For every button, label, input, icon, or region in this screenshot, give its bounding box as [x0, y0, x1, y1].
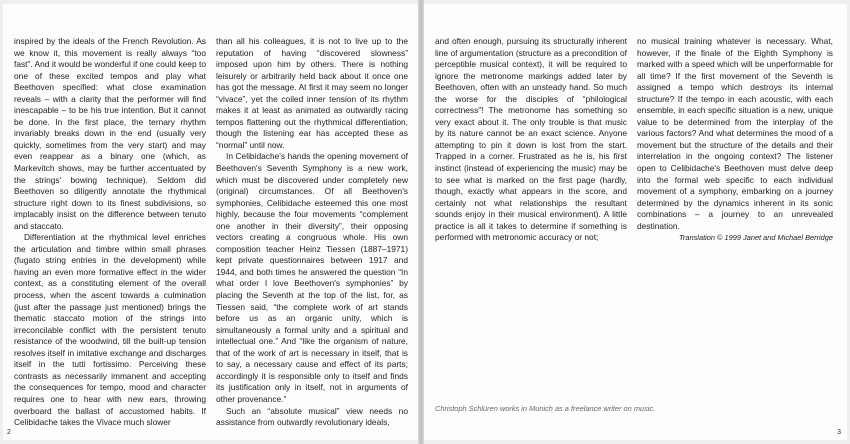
right-page-column-1 — [435, 36, 627, 244]
translation-credit: Translation © 1999 Janet and Michael Berridge — [678, 233, 833, 243]
paragraph: Such an “absolute musical” view needs no assistance from outwardly revolutionary ideals, — [216, 405, 408, 428]
paragraph: no musical training whatever is necessary. What, however, if the finale of the Eighth Symphony is marked with a speed which will be unperformable for all time? If the first movement of the Seventh is assigned a tempo which destroys its internal structure? If the tempo in each acoustic, with each ensemble, in each specific situation is a new, unique value to be determined from the interplay of the various factors? And what determines the mood of a movement but the structure of the details and their interrelation in the ongoing context? The listener open to Celibidache's Beethoven must delve deep into the formal web specific to each individual movement of a symphony, embarking on a journey determined by the dynamics inherent in its sonic combinations – a journey to an unrevealed destination. — [637, 36, 833, 231]
page-number: 3 — [837, 429, 841, 436]
page-number: 2 — [7, 429, 11, 436]
paragraph: than all his colleagues, it is not to live up to the reputation of having “discovered slowness” imposed upon him by others. There is nothing leisurely or arbitrarily held back about it once one has got the message. At first it may seem no longer “vivace”, yet the coiled inner tension of its rhythm makes it at least as animated as outwardly racing tempos flattening out the rhythmical differentiation, though the listening ear has accepted these as “normal” until now. — [216, 36, 408, 150]
paragraph: In Celibidache's hands the opening movement of Beethoven's Seventh Symphony is a new work, which must be discovered under completely new (original) circumstances. Of all Beethoven's symphonies, Celibidache esteemed this one most highly, because the four movements “complement one another in their diversity”, their opposing vectors creating a congruous whole. His own composition teacher Heinz Tiessen (1887–1971) kept private questionnaires between 1917 and 1944, and both times he answered the question “In what order I love Beethoven's symphonies” by placing the Seventh at the top of the list, for, as Tiessen said, “the complete work of art stands before us as an organic unity, which is simultaneously a formal unity and a spiritual and intellectual one.” And “like the organism of nature, that of the work of art is necessary in itself, that is to say, a necessary cause and effect of its parts; accordingly it is responsible only to itself and finds its justification only in itself, not in arguments of other provenance.” — [216, 151, 408, 404]
left-page-column-2 — [216, 36, 408, 429]
paragraph: Differentiation at the rhythmical level enriches the articulation and timbre within small phrases (fugato string entries in the development) while having an even more formative effect in the wider context, as a constituting element of the overall process, when the ascent towards a culmination (just after the passage just mentioned) brings the thematic staccato motion of the strings into irreconcilable conflict with the persistent tenuto resistance of the woodwind, till the built-up tension resolves itself in imitative exchange and discharges itself in the tutti fortissimo. Perceiving these contrasts as necessarily immanent and accepting the consequences for tempo, mood and character requires one to hear with new ears, throwing overboard the ballast of accustomed habits. If Celibidache takes the Vivace much slower — [14, 232, 206, 428]
author-note: Christoph Schlüren works in Munich as a freelance writer on music. — [435, 404, 656, 413]
left-page — [3, 4, 418, 440]
paragraph: and often enough, pursuing its structurally inherent line of argumentation (structure as a precondition of perceptible musical context), it will be required to ignore the metronome markings added later by Beethoven, often with an unsteady hand. So much the worse for the disciples of “philological correctness”! The metronome has something so very exact about it. The only trouble is that music by its nature cannot be an exact science. Anyone attempting to pin it down is lost from the start. Trapped in a corner. Frustrated as he is, his first instinct (instead of experiencing the music) may be to see what is marked on the first page (hardly, though, exactly what appears in the score, and certainly not what relationships the resultant sounds enjoy in their musical environment). A little practice is all it takes to determine if something is performed with metronomic accuracy or not; — [435, 36, 627, 243]
right-page — [424, 4, 847, 440]
left-page-column-1 — [14, 36, 206, 429]
right-page-column-2 — [637, 36, 833, 244]
paragraph: inspired by the ideals of the French Revolution. As we know it, this movement is really always “too fast”. And it would be wonderful if one could keep to one of these excited tempos and play what Beethoven specified: what close examination reveals – with a clarity that the performer will find inescapable – to be his true intention. But it cannot be done. In the first place, the ternary rhythm invariably breaks down in the end (usually very quickly, sometimes from the very start) and may even reappear as a binary one (which, as Markevitch shows, may be further accentuated by the strings' bowing technique). Seldom did Beethoven so diligently annotate the rhythmical structure right down to its finest subdivisions, so implacably insist on the difference between tenuto and staccato. — [14, 36, 206, 231]
